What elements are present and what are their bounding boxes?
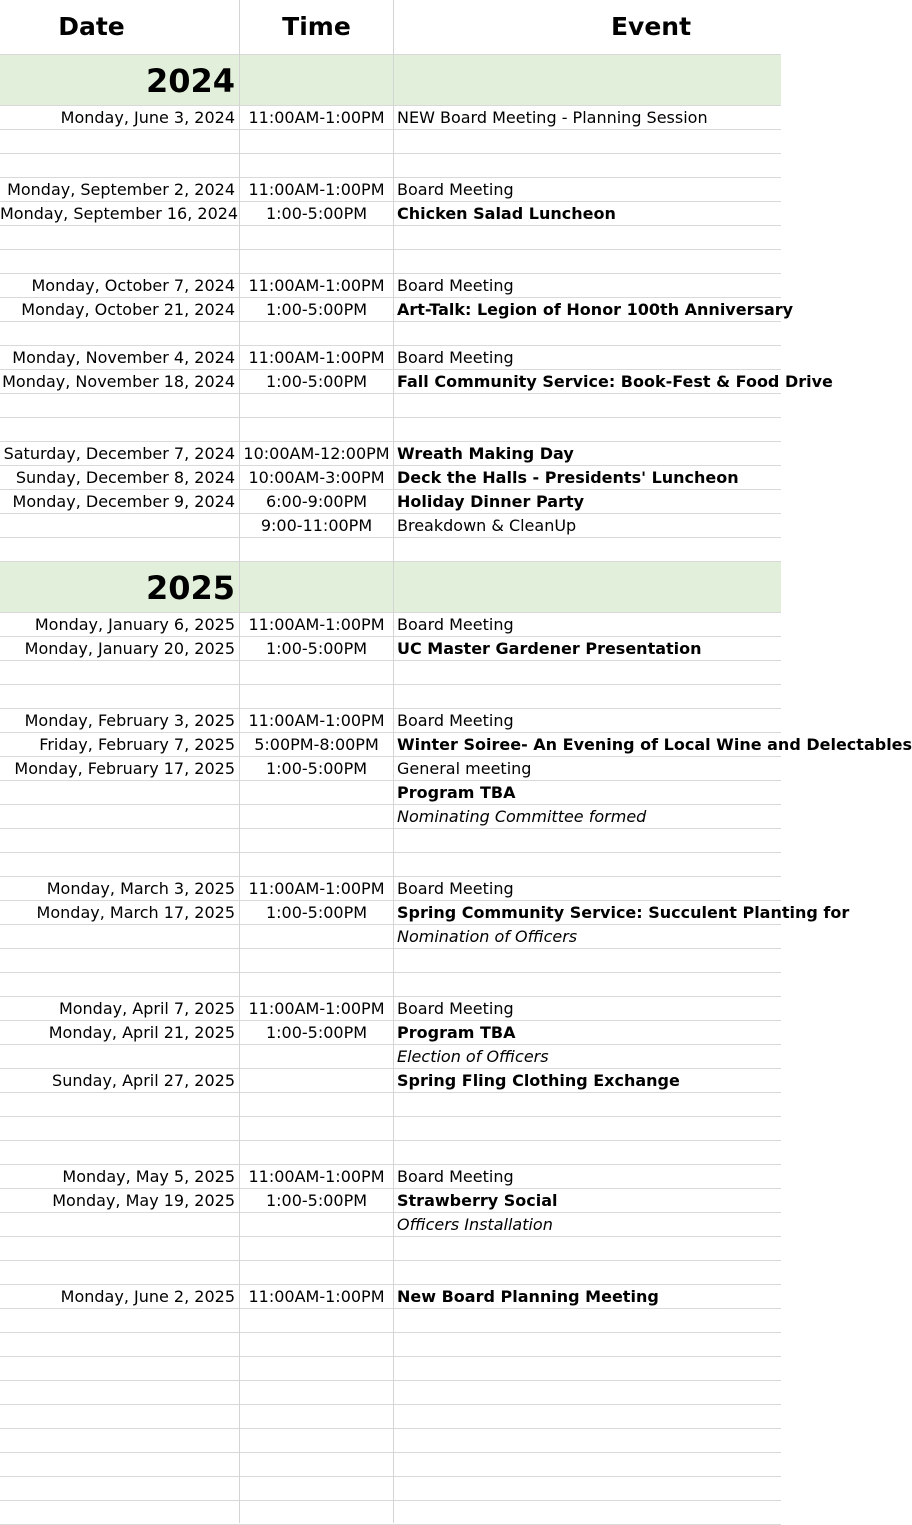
table-row (0, 973, 781, 997)
date-cell[interactable]: Monday, April 7, 2025 (58, 999, 235, 1018)
table-row (0, 1093, 781, 1117)
time-cell[interactable]: 1:00-5:00PM (265, 759, 368, 778)
table-row (0, 178, 781, 202)
date-cell[interactable]: Monday, December 9, 2024 (12, 492, 235, 511)
table-row (0, 394, 781, 418)
time-cell[interactable]: 9:00-11:00PM (260, 516, 373, 535)
event-cell[interactable]: Board Meeting (397, 711, 514, 730)
time-column-header[interactable]: Time (282, 12, 351, 41)
table-row (0, 490, 781, 514)
time-cell[interactable]: 1:00-5:00PM (265, 300, 368, 319)
table-row (0, 466, 781, 490)
table-row (0, 1429, 781, 1453)
table-row (0, 1285, 781, 1309)
table-row (0, 250, 781, 274)
date-cell[interactable]: Friday, February 7, 2025 (39, 735, 235, 754)
table-row (0, 1117, 781, 1141)
event-cell[interactable]: New Board Planning Meeting (397, 1287, 659, 1306)
table-row (0, 274, 781, 298)
event-cell[interactable]: Board Meeting (397, 879, 514, 898)
event-cell[interactable]: Nomination of Officers (397, 927, 578, 946)
event-cell[interactable]: Board Meeting (397, 615, 514, 634)
date-cell[interactable]: Monday, November 4, 2024 (12, 348, 235, 367)
schedule-body (0, 55, 912, 1525)
event-cell[interactable]: NEW Board Meeting - Planning Session (397, 108, 708, 127)
table-row (0, 1357, 781, 1381)
year-section-header (0, 55, 781, 106)
date-cell[interactable]: Monday, February 3, 2025 (24, 711, 235, 730)
table-row (0, 418, 781, 442)
event-cell[interactable]: Board Meeting (397, 999, 514, 1018)
table-row (0, 661, 781, 685)
year-section-header (0, 562, 781, 613)
table-row (0, 1189, 781, 1213)
column-divider-time (393, 0, 394, 1523)
date-cell[interactable]: Monday, April 21, 2025 (48, 1023, 235, 1042)
event-cell[interactable]: Program TBA (397, 1023, 516, 1042)
table-row (0, 1261, 781, 1285)
table-row (0, 1453, 781, 1477)
table-row (0, 298, 794, 322)
time-cell[interactable]: 10:00AM-12:00PM (243, 444, 390, 463)
table-row (0, 997, 781, 1021)
time-cell[interactable]: 1:00-5:00PM (265, 372, 368, 391)
date-cell[interactable]: Monday, October 21, 2024 (21, 300, 235, 319)
date-cell[interactable]: Monday, September 2, 2024 (7, 180, 235, 199)
time-cell[interactable]: 1:00-5:00PM (265, 1023, 368, 1042)
table-row (0, 733, 912, 757)
table-row (0, 1381, 781, 1405)
event-cell[interactable]: Board Meeting (397, 180, 514, 199)
table-row (0, 106, 781, 130)
header-row (0, 0, 781, 55)
time-cell[interactable]: 1:00-5:00PM (265, 903, 368, 922)
time-cell[interactable]: 11:00AM-1:00PM (248, 711, 385, 730)
table-row (0, 781, 781, 805)
table-row (0, 442, 781, 466)
event-cell[interactable]: Spring Community Service: Succulent Planting for (397, 903, 850, 922)
table-row (0, 1309, 781, 1333)
table-row (0, 514, 781, 538)
event-cell[interactable]: Art-Talk: Legion of Honor 100th Anniversary (397, 300, 794, 319)
table-row (0, 925, 781, 949)
event-cell[interactable]: Board Meeting (397, 1167, 514, 1186)
date-cell[interactable]: Monday, May 19, 2025 (52, 1191, 235, 1210)
table-row (0, 1333, 781, 1357)
table-row (0, 1405, 781, 1429)
event-cell[interactable]: Board Meeting (397, 276, 514, 295)
date-cell[interactable]: Monday, March 3, 2025 (46, 879, 235, 898)
time-cell[interactable]: 11:00AM-1:00PM (248, 1167, 385, 1186)
table-row (0, 226, 781, 250)
date-cell[interactable]: Monday, October 7, 2024 (31, 276, 235, 295)
table-row (0, 1045, 781, 1069)
time-cell[interactable]: 11:00AM-1:00PM (248, 879, 385, 898)
table-row (0, 1165, 781, 1189)
table-row (0, 877, 781, 901)
event-cell[interactable]: Wreath Making Day (397, 444, 574, 463)
time-cell[interactable]: 11:00AM-1:00PM (248, 180, 385, 199)
table-row (0, 949, 781, 973)
time-cell[interactable]: 11:00AM-1:00PM (248, 276, 385, 295)
event-cell[interactable]: General meeting (397, 759, 532, 778)
column-divider-date (239, 0, 240, 1523)
time-cell[interactable]: 1:00-5:00PM (265, 639, 368, 658)
time-cell[interactable]: 11:00AM-1:00PM (248, 348, 385, 367)
event-cell[interactable]: Winter Soiree- An Evening of Local Wine and Delectables (397, 735, 912, 754)
event-cell[interactable]: Board Meeting (397, 348, 514, 367)
table-row (0, 853, 781, 877)
event-cell[interactable]: Chicken Salad Luncheon (397, 204, 616, 223)
event-cell[interactable]: Program TBA (397, 783, 516, 802)
date-cell[interactable]: Monday, June 3, 2024 (60, 108, 235, 127)
table-row (0, 202, 781, 226)
date-cell[interactable]: Monday, February 17, 2025 (14, 759, 235, 778)
table-row (0, 322, 781, 346)
time-cell[interactable]: 11:00AM-1:00PM (248, 999, 385, 1018)
table-row (0, 829, 781, 853)
time-cell[interactable]: 1:00-5:00PM (265, 1191, 368, 1210)
event-cell[interactable]: Deck the Halls - Presidents' Luncheon (397, 468, 739, 487)
event-cell[interactable]: UC Master Gardener Presentation (397, 639, 702, 658)
event-column-header[interactable]: Event (610, 12, 692, 41)
table-row (0, 1501, 781, 1525)
table-row (0, 538, 781, 562)
date-cell[interactable]: Sunday, April 27, 2025 (52, 1071, 235, 1090)
table-row (0, 613, 781, 637)
date-cell[interactable]: Monday, June 2, 2025 (60, 1287, 235, 1306)
date-cell[interactable]: Monday, January 6, 2025 (34, 615, 235, 634)
table-row (0, 154, 781, 178)
table-row (0, 709, 781, 733)
table-row (0, 370, 833, 394)
date-cell[interactable]: Saturday, December 7, 2024 (3, 444, 235, 463)
table-row (0, 757, 781, 781)
time-cell[interactable]: 5:00PM-8:00PM (254, 735, 379, 754)
event-cell[interactable]: Fall Community Service: Book-Fest & Food Drive (397, 372, 833, 391)
table-row (0, 1069, 781, 1093)
date-cell[interactable]: Monday, January 20, 2025 (24, 639, 235, 658)
table-row (0, 130, 781, 154)
table-row (0, 901, 850, 925)
date-cell[interactable]: Monday, November 18, 2024 (2, 372, 235, 391)
event-cell[interactable]: Nominating Committee formed (397, 807, 647, 826)
table-row (0, 685, 781, 709)
table-row (0, 1021, 781, 1045)
time-cell[interactable]: 6:00-9:00PM (265, 492, 368, 511)
table-row (0, 1237, 781, 1261)
date-cell[interactable]: Monday, March 17, 2025 (36, 903, 235, 922)
event-cell[interactable]: Election of Officers (397, 1047, 549, 1066)
date-cell[interactable]: Monday, September 16, 2024 (0, 204, 239, 223)
time-cell[interactable]: 11:00AM-1:00PM (248, 108, 385, 127)
date-column-header[interactable]: Date (58, 12, 125, 41)
table-row (0, 1141, 781, 1165)
table-row (0, 637, 781, 661)
year-label[interactable]: 2024 (145, 62, 235, 100)
time-cell[interactable]: 10:00AM-3:00PM (248, 468, 385, 487)
table-row (0, 346, 781, 370)
date-cell[interactable]: Monday, May 5, 2025 (62, 1167, 235, 1186)
event-cell[interactable]: Officers Installation (397, 1215, 553, 1234)
event-cell[interactable]: Strawberry Social (397, 1191, 558, 1210)
table-row (0, 1477, 781, 1501)
table-row (0, 1213, 781, 1237)
event-cell[interactable]: Breakdown & CleanUp (397, 516, 577, 535)
time-cell[interactable]: 1:00-5:00PM (265, 204, 368, 223)
event-cell[interactable]: Spring Fling Clothing Exchange (397, 1071, 680, 1090)
table-row (0, 805, 781, 829)
time-cell[interactable]: 11:00AM-1:00PM (248, 1287, 385, 1306)
date-cell[interactable]: Sunday, December 8, 2024 (15, 468, 235, 487)
year-label[interactable]: 2025 (145, 569, 235, 607)
event-cell[interactable]: Holiday Dinner Party (397, 492, 585, 511)
time-cell[interactable]: 11:00AM-1:00PM (248, 615, 385, 634)
